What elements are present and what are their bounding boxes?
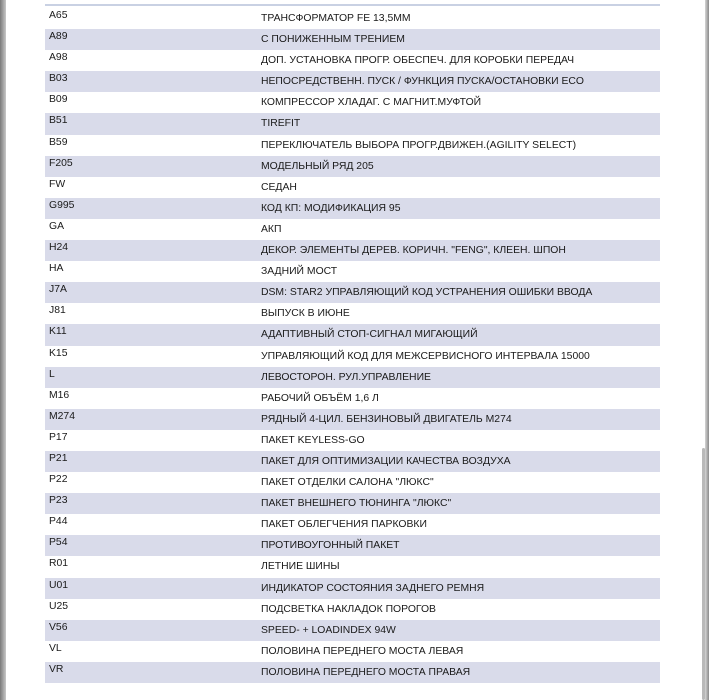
- option-code: U01: [49, 579, 69, 591]
- option-code: A98: [49, 52, 68, 64]
- option-description: ЗАДНИЙ МОСТ: [261, 266, 338, 278]
- viewer-right-edge: [705, 0, 709, 700]
- option-code: HA: [49, 263, 64, 275]
- table-row: [45, 282, 660, 303]
- option-description: ВЫПУСК В ИЮНЕ: [261, 308, 350, 320]
- option-code: L: [49, 368, 55, 380]
- table-row: [45, 430, 660, 451]
- table-row: [45, 641, 660, 662]
- option-code: VL: [49, 642, 62, 654]
- table-row: [45, 599, 660, 620]
- table-row: [45, 662, 660, 683]
- option-description: ДЕКОР. ЭЛЕМЕНТЫ ДЕРЕВ. КОРИЧН. "FENG", КЛЕЕН. ШПОН: [261, 245, 566, 257]
- option-code: M274: [49, 410, 75, 422]
- table-row: [45, 556, 660, 577]
- option-code: P21: [49, 452, 68, 464]
- option-description: ЛЕВОСТОРОН. РУЛ.УПРАВЛЕНИЕ: [261, 371, 431, 383]
- table-row: [45, 409, 660, 430]
- option-code: G995: [49, 199, 75, 211]
- option-description: ПАКЕТ ОТДЕЛКИ САЛОНА "ЛЮКС": [261, 477, 434, 489]
- option-code: P22: [49, 474, 68, 486]
- option-description: ПОЛОВИНА ПЕРЕДНЕГО МОСТА ПРАВАЯ: [261, 666, 471, 678]
- option-code: V56: [49, 621, 68, 633]
- option-code: H24: [49, 242, 69, 254]
- table-row: [45, 367, 660, 388]
- table-row: [45, 535, 660, 556]
- option-code: J7A: [49, 284, 67, 296]
- option-code: P23: [49, 495, 68, 507]
- table-top-rule: [45, 4, 660, 6]
- option-description: НЕПОСРЕДСТВЕНН. ПУСК / ФУНКЦИЯ ПУСКА/ОСТАНОВКИ ECO: [261, 76, 585, 88]
- option-code: B51: [49, 115, 68, 127]
- table-row: [45, 135, 660, 156]
- table-row: [45, 514, 660, 535]
- option-code: M16: [49, 389, 70, 401]
- table-row: [45, 240, 660, 261]
- option-description: ПАКЕТ ДЛЯ ОПТИМИЗАЦИИ КАЧЕСТВА ВОЗДУХА: [261, 455, 511, 467]
- table-row: [45, 451, 660, 472]
- option-description: УПРАВЛЯЮЩИЙ КОД ДЛЯ МЕЖСЕРВИСНОГО ИНТЕРВАЛА 15000: [261, 350, 590, 362]
- option-description: АКП: [261, 223, 282, 235]
- option-description: SPEED- + LOADINDEX 94W: [261, 624, 396, 636]
- table-row: [45, 388, 660, 409]
- option-code: P44: [49, 516, 68, 528]
- option-description: ПОДСВЕТКА НАКЛАДОК ПОРОГОВ: [261, 603, 436, 615]
- option-code: P17: [49, 431, 68, 443]
- option-code: K11: [49, 326, 67, 338]
- option-description: ИНДИКАТОР СОСТОЯНИЯ ЗАДНЕГО РЕМНЯ: [261, 582, 485, 594]
- table-row: [45, 472, 660, 493]
- option-description: С ПОНИЖЕННЫМ ТРЕНИЕМ: [261, 34, 405, 46]
- table-row: [45, 198, 660, 219]
- option-description: ПОЛОВИНА ПЕРЕДНЕГО МОСТА ЛЕВАЯ: [261, 645, 464, 657]
- option-code: R01: [49, 558, 69, 570]
- option-description: АДАПТИВНЫЙ СТОП-СИГНАЛ МИГАЮЩИЙ: [261, 329, 478, 341]
- option-code: U25: [49, 600, 69, 612]
- option-description: СЕДАН: [261, 181, 297, 193]
- option-code: J81: [49, 305, 66, 317]
- option-description: ПЕРЕКЛЮЧАТЕЛЬ ВЫБОРА ПРОГР.ДВИЖЕН.(AGILITY SELECT): [261, 139, 577, 151]
- option-description: КОД КП: МОДИФИКАЦИЯ 95: [261, 202, 401, 214]
- option-code: P54: [49, 537, 68, 549]
- option-description: ПАКЕТ KEYLESS-GO: [261, 434, 365, 446]
- option-description: РЯДНЫЙ 4-ЦИЛ. БЕНЗИНОВЫЙ ДВИГАТЕЛЬ M274: [261, 413, 512, 425]
- table-row: [45, 50, 660, 71]
- option-description: TIREFIT: [261, 118, 301, 130]
- table-row: [45, 92, 660, 113]
- option-code: B59: [49, 136, 68, 148]
- option-description: DSM: STAR2 УПРАВЛЯЮЩИЙ КОД УСТРАНЕНИЯ ОШИБКИ ВВОДА: [261, 287, 593, 299]
- option-code: A89: [49, 31, 68, 43]
- option-description: РАБОЧИЙ ОБЪЁМ 1,6 Л: [261, 392, 379, 404]
- option-description: ЛЕТНИЕ ШИНЫ: [261, 561, 340, 573]
- option-description: ПАКЕТ ОБЛЕГЧЕНИЯ ПАРКОВКИ: [261, 519, 427, 531]
- table-row: [45, 71, 660, 92]
- viewer-left-edge: [0, 0, 6, 700]
- table-row: [45, 324, 660, 345]
- scrollbar-thumb[interactable]: [702, 448, 705, 700]
- table-row: [45, 578, 660, 599]
- option-code: F205: [49, 157, 73, 169]
- option-description: МОДЕЛЬНЫЙ РЯД 205: [261, 160, 374, 172]
- option-code: VR: [49, 663, 64, 675]
- option-codes-table: [45, 8, 660, 683]
- option-code: B09: [49, 94, 68, 106]
- option-code: GA: [49, 220, 65, 232]
- table-row: [45, 620, 660, 641]
- option-code: FW: [49, 178, 66, 190]
- table-row: [45, 346, 660, 367]
- table-row: [45, 113, 660, 134]
- table-row: [45, 8, 660, 29]
- table-row: [45, 177, 660, 198]
- option-description: ПРОТИВОУГОННЫЙ ПАКЕТ: [261, 540, 400, 552]
- table-row: [45, 219, 660, 240]
- table-row: [45, 261, 660, 282]
- option-description: КОМПРЕССОР ХЛАДАГ. С МАГНИТ.МУФТОЙ: [261, 97, 482, 109]
- option-code: K15: [49, 347, 68, 359]
- option-description: ПАКЕТ ВНЕШНЕГО ТЮНИНГА "ЛЮКС": [261, 498, 452, 510]
- option-code: B03: [49, 73, 68, 85]
- table-row: [45, 156, 660, 177]
- table-row: [45, 303, 660, 324]
- table-row: [45, 29, 660, 50]
- option-description: ДОП. УСТАНОВКА ПРОГР. ОБЕСПЕЧ. ДЛЯ КОРОБКИ ПЕРЕДАЧ: [261, 55, 575, 67]
- table-row: [45, 493, 660, 514]
- option-code: A65: [49, 10, 68, 21]
- option-description: ТРАНСФОРМАТОР FE 13,5ММ: [261, 13, 411, 24]
